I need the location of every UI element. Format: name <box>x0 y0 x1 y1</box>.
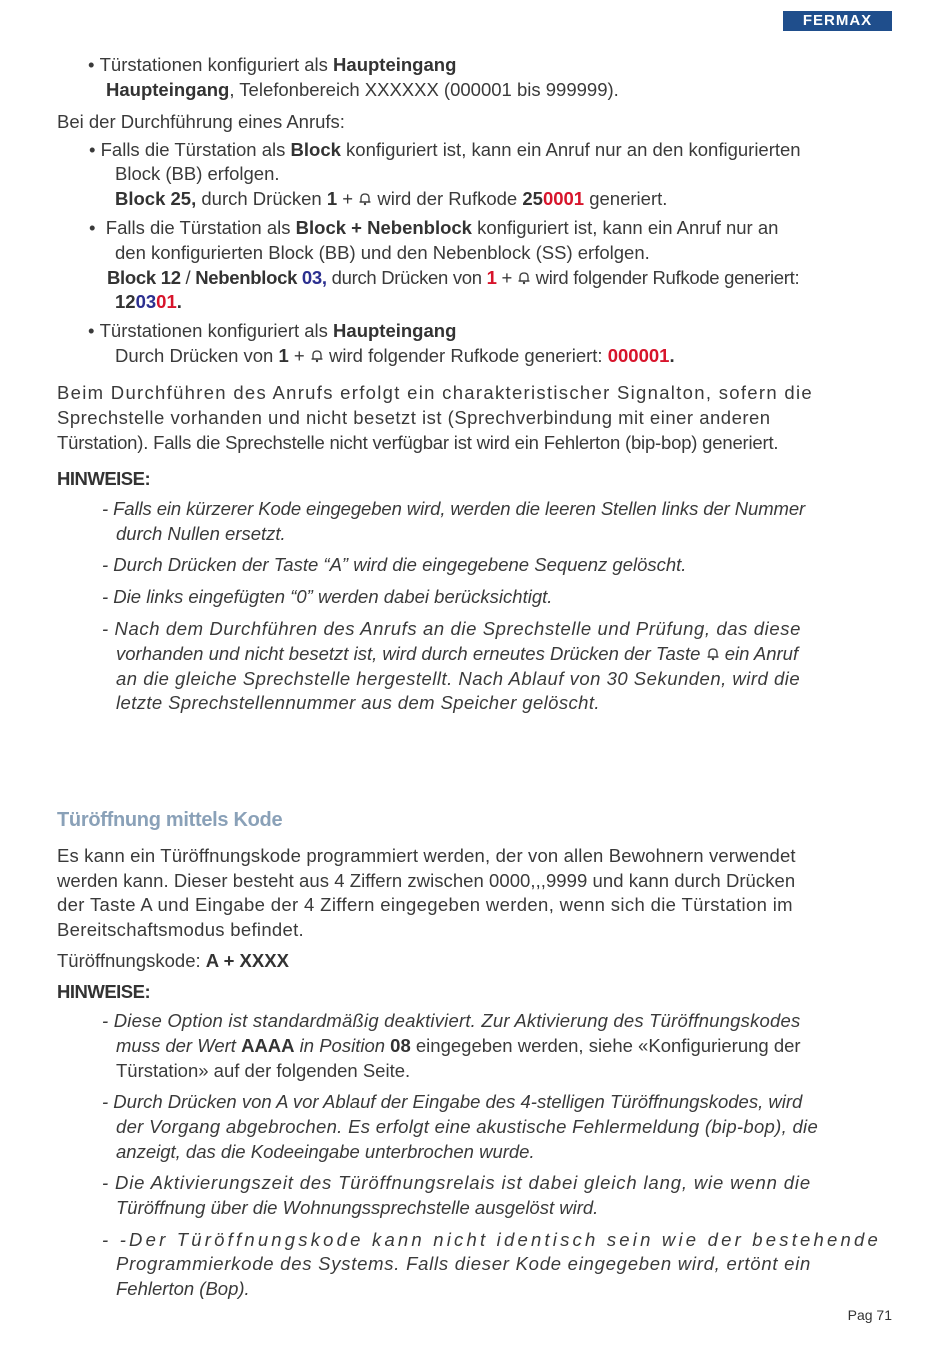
note-zeros: - Die links eingefügten “0” werden dabei berücksichtigt. <box>102 586 553 607</box>
note-redial-l4: letzte Sprechstellennummer aus dem Speicher gelöscht. <box>116 692 600 713</box>
bell-icon <box>310 349 324 363</box>
note-shorter-code-l2: durch Nullen ersetzt. <box>116 523 286 544</box>
paragraph-signal-l1: Beim Durchführen des Anrufs erfolgt ein charakteristischer Signalton, sofern die <box>57 382 813 403</box>
page-number: Pag 71 <box>847 1307 892 1323</box>
bullet-block: • Falls die Türstation als Block konfiguriert ist, kann ein Anruf nur an den konfigurierten <box>89 139 801 160</box>
bell-icon <box>517 271 531 285</box>
note-option-l3: Türstation» auf der folgenden Seite. <box>116 1060 411 1081</box>
section-title: Türöffnung mittels Kode <box>57 809 283 831</box>
paragraph-code-l3: der Taste A und Eingabe der 4 Ziffern eingegeben werden, wenn sich die Türstation im <box>57 894 793 915</box>
note-redial-l1: - Nach dem Durchführen des Anrufs an die Sprechstelle und Prüfung, das diese <box>102 618 801 639</box>
note-identical-l2: Programmierkode des Systems. Falls dieser Kode eingegeben wird, ertönt ein <box>116 1253 812 1274</box>
paragraph-code-l4: Bereitschaftsmodus befindet. <box>57 919 304 940</box>
note-redial-l2: vorhanden und nicht besetzt ist, wird durch erneutes Drücken der Taste ein Anruf <box>116 643 799 664</box>
paragraph-signal-l3: Türstation). Falls die Sprechstelle nicht verfügbar ist wird ein Fehlerton (bip-bop) generiert. <box>57 432 779 453</box>
note-abort-l3: anzeigt, das die Kodeeingabe unterbrochen wurde. <box>116 1141 535 1162</box>
note-identical-l1: - -Der Türöffnungskode kann nicht identisch sein wie der bestehende <box>102 1229 881 1250</box>
example-block-12-code: 120301. <box>115 291 182 312</box>
note-relay-l2: Türöffnung über die Wohnungssprechstelle ausgelöst wird. <box>116 1197 599 1218</box>
note-shorter-code-l1: - Falls ein kürzerer Kode eingegeben wird, werden die leeren Stellen links der Nummer <box>102 498 806 519</box>
note-option-l2: muss der Wert AAAA in Position 08 eingegeben werden, siehe «Konfigurierung der <box>116 1035 801 1056</box>
bullet-main-entrance: • Türstationen konfiguriert als Haupteingang <box>88 54 457 75</box>
bullet-main-entrance-cont: Haupteingang, Telefonbereich XXXXXX (000001 bis 999999). <box>106 79 619 100</box>
notes-heading: HINWEISE: <box>57 468 151 489</box>
note-abort-l1: - Durch Drücken von A vor Ablauf der Eingabe des 4-stelligen Türöffnungskodes, wird <box>102 1091 803 1112</box>
bullet-dot: • <box>88 320 100 341</box>
example-block-12: Block 12 / Nebenblock 03, durch Drücken von 1 + wird folgender Rufkode generiert: <box>107 267 800 288</box>
intro-text: Bei der Durchführung eines Anrufs: <box>57 111 345 132</box>
door-code-line: Türöffnungskode: A + XXXX <box>57 950 289 971</box>
paragraph-code-l1: Es kann ein Türöffnungskode programmiert werden, der von allen Bewohnern verwendet <box>57 845 796 866</box>
bell-icon <box>706 647 720 661</box>
note-redial-l3: an die gleiche Sprechstelle hergestellt. Nach Ablauf von 30 Sekunden, wird die <box>116 668 801 689</box>
bullet-block-subblock: • Falls die Türstation als Block + Nebenblock konfiguriert ist, kann ein Anruf nur an <box>89 217 779 238</box>
bullet-dot: • <box>88 54 100 75</box>
bullet-main-entrance-2: • Türstationen konfiguriert als Haupteingang <box>88 320 457 341</box>
bullet-block-cont: Block (BB) erfolgen. <box>115 163 280 184</box>
fermax-logo: FERMAX <box>783 11 892 31</box>
example-block-25: Block 25, durch Drücken 1 + wird der Rufkode 250001 generiert. <box>115 188 668 209</box>
example-main-entrance: Durch Drücken von 1 + wird folgender Rufkode generiert: 000001. <box>115 345 675 366</box>
note-option-l1: - Diese Option ist standardmäßig deaktiviert. Zur Aktivierung des Türöffnungskodes <box>102 1010 801 1031</box>
bullet-block-subblock-cont: den konfigurierten Block (BB) und den Nebenblock (SS) erfolgen. <box>115 242 650 263</box>
paragraph-signal-l2: Sprechstelle vorhanden und nicht besetzt ist (Sprechverbindung mit einer anderen <box>57 407 771 428</box>
paragraph-code-l2: werden kann. Dieser besteht aus 4 Ziffern zwischen 0000,,,9999 und kann durch Drücken <box>57 870 796 891</box>
note-abort-l2: der Vorgang abgebrochen. Es erfolgt eine akustische Fehlermeldung (bip-bop), die <box>116 1116 819 1137</box>
bullet-dot: • <box>89 217 106 238</box>
note-relay-l1: - Die Aktivierungszeit des Türöffnungsrelais ist dabei gleich lang, wie wenn die <box>102 1172 811 1193</box>
note-key-a: - Durch Drücken der Taste “A” wird die eingegebene Sequenz gelöscht. <box>102 554 687 575</box>
bell-icon <box>358 192 372 206</box>
note-identical-l3: Fehlerton (Bop). <box>116 1278 250 1299</box>
notes-heading-2: HINWEISE: <box>57 981 151 1002</box>
bullet-dot: • <box>89 139 101 160</box>
